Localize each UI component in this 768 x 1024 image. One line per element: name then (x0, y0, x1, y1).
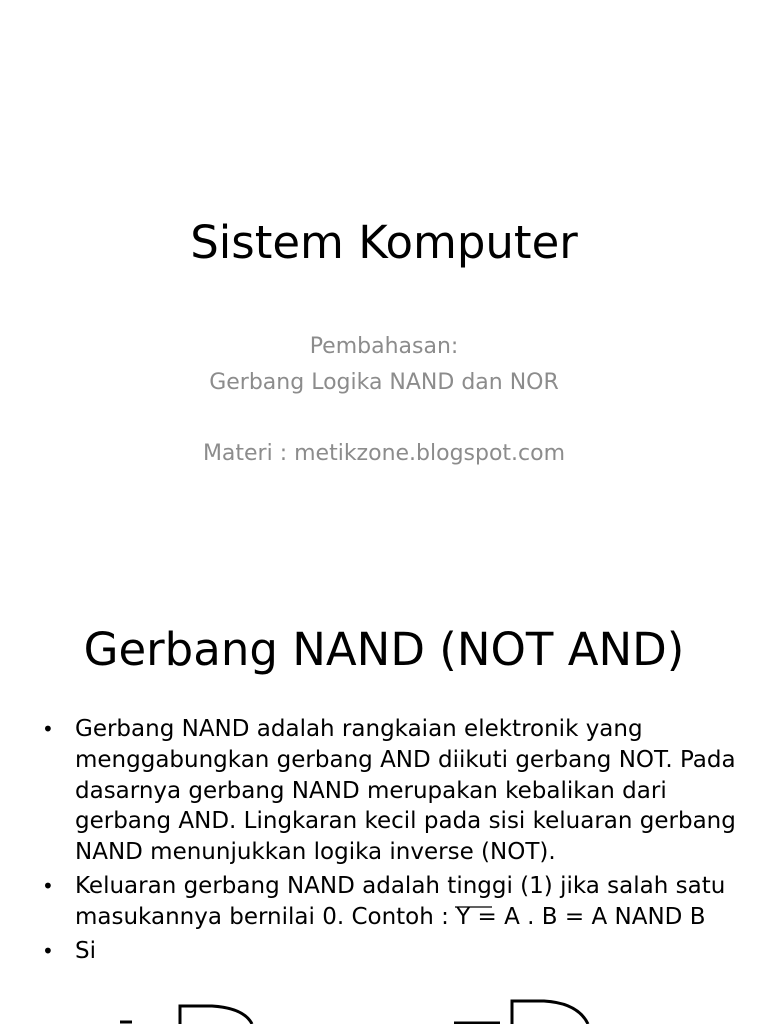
bullet-icon: • (42, 873, 54, 898)
bullet-icon: • (42, 938, 54, 963)
subtitle-line: Pembahasan: (309, 334, 459, 359)
and-gate-icon (180, 1006, 252, 1024)
bullet-icon: • (42, 717, 54, 741)
nand-gate-icon (512, 1001, 588, 1024)
slide-title: Gerbang NAND (NOT AND) (83, 623, 685, 676)
nand-gate-diagram (0, 576, 768, 1024)
subtitle-line: Materi : metikzone.blogspot.com (202, 441, 566, 466)
bullet-text: Keluaran gerbang NAND adalah tinggi (1) jika salah satu masukannya bernilai 0. Contoh : Y = A . B = A NAND B (75, 872, 726, 930)
subtitle-line: Gerbang Logika NAND dan NOR (209, 370, 559, 395)
bullet-text: Gerbang NAND adalah rangkaian elektronik yang menggabungkan gerbang AND diikuti gerbang NOT. Pada dasarnya gerbang NAND merupakan kebalikan dari gerbang AND. Lingkaran kecil pada sisi keluaran gerbang NAND menunjukkan logika inverse (NOT). (75, 716, 736, 866)
content-slide (0, 576, 768, 1024)
slide-title: Sistem Komputer (190, 216, 578, 269)
bullet-text: Si (75, 937, 96, 964)
